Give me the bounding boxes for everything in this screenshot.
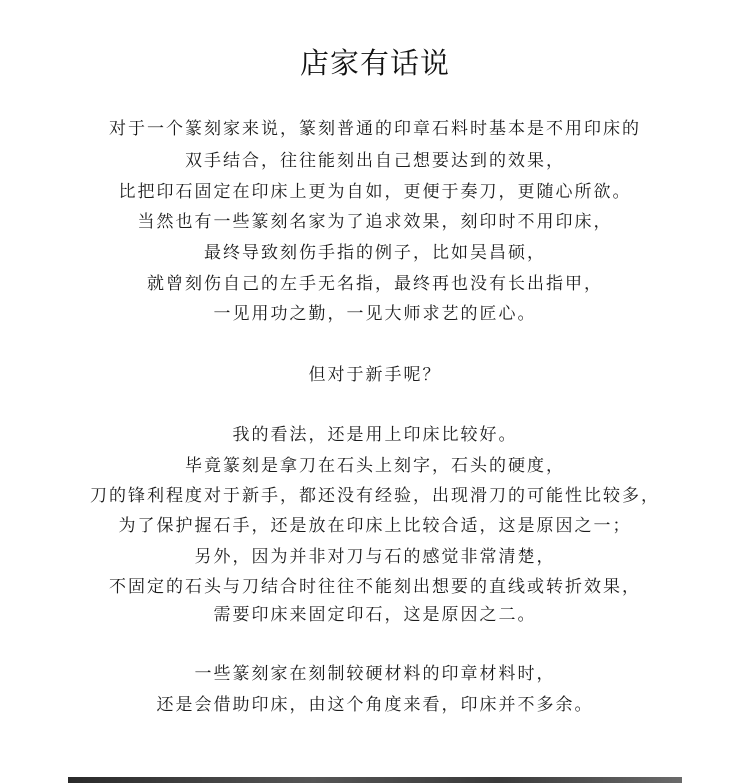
paragraph-1-line: 对于一个篆刻家来说，篆刻普通的印章石料时基本是不用印床的 xyxy=(109,119,641,139)
paragraph-3-line: 还是会借助印床，由这个角度来看，印床并不多余。 xyxy=(156,695,594,715)
paragraph-2-line: 另外，因为并非对刀与石的感觉非常清楚， xyxy=(194,547,556,567)
paragraph-2-line: 毕竟篆刻是拿刀在石头上刻字，石头的硬度， xyxy=(185,456,565,476)
paragraph-2-line: 不固定的石头与刀结合时往往不能刻出想要的直线或转折效果， xyxy=(109,577,641,597)
bottom-image-edge xyxy=(68,777,682,783)
paragraph-2-line: 为了保护握石手，还是放在印床上比较合适，这是原因之一； xyxy=(118,516,632,536)
paragraph-2-line: 需要印床来固定印石，这是原因之二。 xyxy=(213,605,537,625)
paragraph-2-line: 我的看法，还是用上印床比较好。 xyxy=(232,425,518,445)
paragraph-1-line: 最终导致刻伤手指的例子，比如吴昌硕， xyxy=(204,243,546,263)
paragraph-2-line: 刀的锋利程度对于新手，都还没有经验，出现滑刀的可能性比较多， xyxy=(90,486,660,506)
paragraph-1-line: 双手结合，往往能刻出自己想要达到的效果， xyxy=(185,151,565,171)
page-title: 店家有话说 xyxy=(299,46,450,80)
paragraph-1-line: 就曾刻伤自己的左手无名指，最终再也没有长出指甲， xyxy=(147,274,603,294)
paragraph-3-line: 一些篆刻家在刻制较硬材料的印章材料时， xyxy=(194,664,556,684)
paragraph-1-line: 当然也有一些篆刻名家为了追求效果，刻印时不用印床， xyxy=(137,212,613,232)
paragraph-1-line: 比把印石固定在印床上更为自如，更便于奏刀，更随心所欲。 xyxy=(118,182,632,202)
question-line: 但对于新手呢？ xyxy=(308,365,442,385)
paragraph-1-line: 一见用功之勤，一见大师求艺的匠心。 xyxy=(213,304,537,324)
